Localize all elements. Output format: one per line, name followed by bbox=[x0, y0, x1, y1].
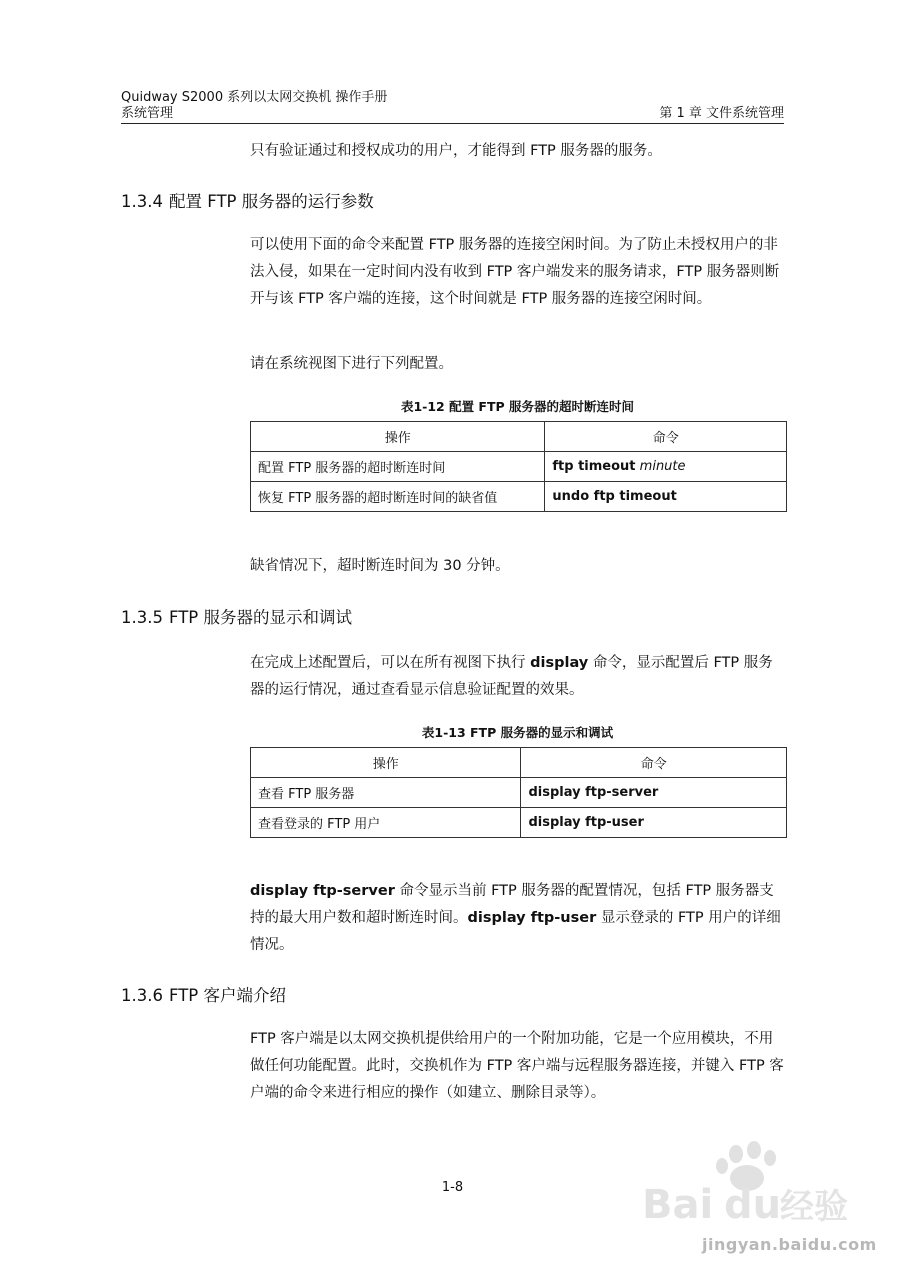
inline-command: display bbox=[530, 655, 589, 671]
table-header-cell: 操作 bbox=[251, 422, 545, 452]
text-run: 命令，显示配置后 FTP 服务器的运行情况，通过查看显示信息验证配置的效果。 bbox=[250, 655, 773, 698]
table-cell-operation: 恢复 FTP 服务器的超时断连时间的缺省值 bbox=[251, 482, 545, 512]
table-cell-operation: 查看 FTP 服务器 bbox=[251, 778, 521, 808]
command-text: undo ftp timeout bbox=[552, 489, 677, 504]
table-1-13 bbox=[250, 747, 787, 838]
table-row bbox=[251, 808, 787, 838]
section-title: FTP 客户端介绍 bbox=[169, 986, 286, 1005]
section-heading-1-3-4 bbox=[121, 190, 374, 214]
command-text: display ftp-server bbox=[528, 785, 659, 800]
table-cell-command bbox=[521, 808, 787, 838]
table-header-cell: 命令 bbox=[521, 748, 787, 778]
table-cell-operation: 配置 FTP 服务器的超时断连时间 bbox=[251, 452, 545, 482]
section-number: 1.3.4 bbox=[121, 192, 163, 211]
watermark-url: jingyan.baidu.com bbox=[702, 1235, 877, 1254]
sec135-paragraph-2 bbox=[250, 878, 785, 959]
watermark-brand-cn: 经验 bbox=[780, 1187, 848, 1227]
table-header-row bbox=[251, 422, 787, 452]
sec135-paragraph-1 bbox=[250, 650, 785, 704]
sec136-paragraph-1: FTP 客户端是以太网交换机提供给用户的一个附加功能，它是一个应用模块，不用做任何功能配置。此时，交换机作为 FTP 客户端与远程服务器连接，并键入 FTP 客户端的命令来进行相应的操作（如建立、删除目录等）。 bbox=[250, 1031, 784, 1101]
section-heading-1-3-5 bbox=[121, 606, 352, 630]
table-1-12-caption: 表1-12 配置 FTP 服务器的超时断连时间 bbox=[400, 399, 635, 414]
table-cell-operation: 查看登录的 FTP 用户 bbox=[251, 808, 521, 838]
watermark-du-text: du bbox=[724, 1182, 782, 1228]
sec134-paragraph-3: 缺省情况下，超时断连时间为 30 分钟。 bbox=[250, 558, 510, 574]
section-number: 1.3.6 bbox=[121, 986, 163, 1005]
section-number: 1.3.5 bbox=[121, 608, 163, 627]
table-1-13-caption: 表1-13 FTP 服务器的显示和调试 bbox=[421, 725, 614, 740]
section-heading-1-3-6 bbox=[121, 984, 286, 1008]
text-run: 显示登录的 FTP 用户的详细情况。 bbox=[250, 910, 781, 953]
text-run: 在完成上述配置后，可以在所有视图下执行 bbox=[250, 655, 531, 671]
command-text: display ftp-user bbox=[528, 815, 644, 830]
table-cell-command bbox=[545, 452, 787, 482]
sec134-paragraph-2: 请在系统视图下进行下列配置。 bbox=[250, 356, 453, 372]
command-argument: minute bbox=[639, 459, 686, 474]
header-title: Quidway S2000 系列以太网交换机 操作手册 bbox=[121, 90, 388, 105]
section-title: FTP 服务器的显示和调试 bbox=[169, 608, 352, 627]
inline-command: display ftp-user bbox=[467, 910, 597, 926]
table-cell-command bbox=[521, 778, 787, 808]
watermark-brand: Bai bbox=[642, 1182, 714, 1228]
table-header-row bbox=[251, 748, 787, 778]
sec134-paragraph-1: 可以使用下面的命令来配置 FTP 服务器的连接空闲时间。为了防止未授权用户的非法入侵，如果在一定时间内没有收到 FTP 客户端发来的服务请求，FTP 服务器则断开与该 FTP 客户端的连接，这个时间就是 FTP 服务器的连接空闲时间。 bbox=[250, 237, 780, 307]
header-rule bbox=[121, 123, 784, 124]
table-cell-command bbox=[545, 482, 787, 512]
table-row bbox=[251, 452, 787, 482]
header-chapter: 第 1 章 文件系统管理 bbox=[659, 106, 784, 121]
section-title: 配置 FTP 服务器的运行参数 bbox=[169, 192, 374, 211]
table-1-12 bbox=[250, 421, 787, 512]
page-number: 1-8 bbox=[441, 1180, 464, 1195]
inline-command: display ftp-server bbox=[250, 883, 395, 899]
command-text: ftp timeout bbox=[552, 459, 636, 474]
table-row bbox=[251, 778, 787, 808]
table-row bbox=[251, 482, 787, 512]
intro-paragraph: 只有验证通过和授权成功的用户，才能得到 FTP 服务器的服务。 bbox=[250, 143, 662, 159]
table-header-cell: 命令 bbox=[545, 422, 787, 452]
table-header-cell: 操作 bbox=[251, 748, 521, 778]
text-run: 命令显示当前 FTP 服务器的配置情况，包括 FTP 服务器支持的最大用户数和超时断连时间。 bbox=[250, 883, 774, 926]
header-section: 系统管理 bbox=[121, 106, 174, 121]
